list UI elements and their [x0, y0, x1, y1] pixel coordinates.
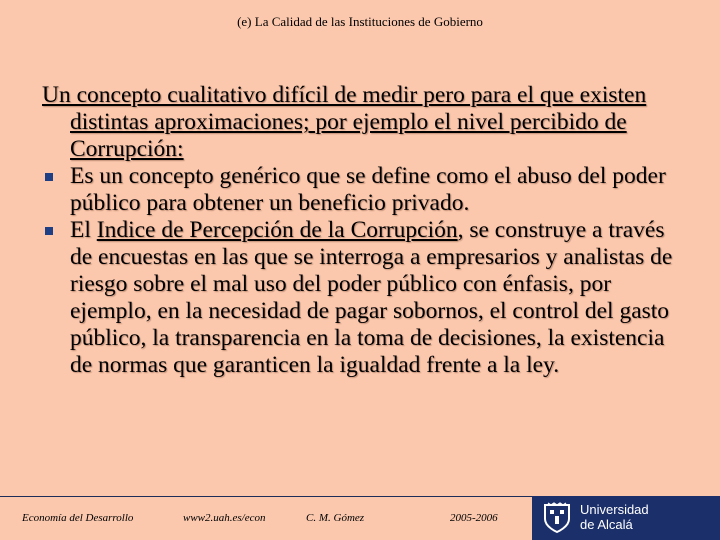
- bullet-text: , se construye a través de encuestas en las que se interroga a empresarios y analistas de riesgo sobre el mal uso del poder público con énfasis, por ejemplo, en la necesidad de pagar sobornos, el control del gasto público, la transparencia en la toma de decisiones, la existencia de normas que garanticen la igualdad frente a la ley.: [70, 217, 673, 378]
- bullet-text: Es un concepto genérico que se define como el abuso del poder público para obtener un beneficio privado.: [70, 163, 666, 216]
- footer-url: www2.uah.es/econ: [183, 512, 266, 524]
- square-bullet-icon: [45, 227, 53, 235]
- logo-text-line1: Universidad: [580, 502, 649, 517]
- footer-author: C. M. Gómez: [306, 512, 365, 524]
- slide-body: [42, 82, 684, 379]
- bullet-list: [42, 163, 684, 379]
- square-bullet-icon: [45, 173, 53, 181]
- slide-footer: [0, 496, 720, 540]
- bullet-item-definition: [42, 163, 684, 217]
- intro-paragraph: Un concepto cualitativo difícil de medir pero para el que existen distintas aproximaciones; por ejemplo el nivel percibido de Corrupción:: [42, 82, 647, 162]
- footer-course: Economía del Desarrollo: [22, 512, 134, 524]
- university-crest-icon: [542, 502, 572, 534]
- logo-text-line2: de Alcalá: [580, 517, 633, 532]
- slide-header: (e) La Calidad de las Instituciones de Gobierno: [237, 14, 483, 29]
- footer-divider: [0, 496, 532, 497]
- university-logo: [532, 496, 720, 540]
- index-link[interactable]: Indice de Percepción de la Corrupción: [96, 217, 458, 243]
- bullet-item-index: [42, 217, 684, 379]
- bullet-prefix: El: [70, 217, 91, 243]
- university-name: [580, 502, 649, 532]
- footer-years: 2005-2006: [450, 512, 498, 524]
